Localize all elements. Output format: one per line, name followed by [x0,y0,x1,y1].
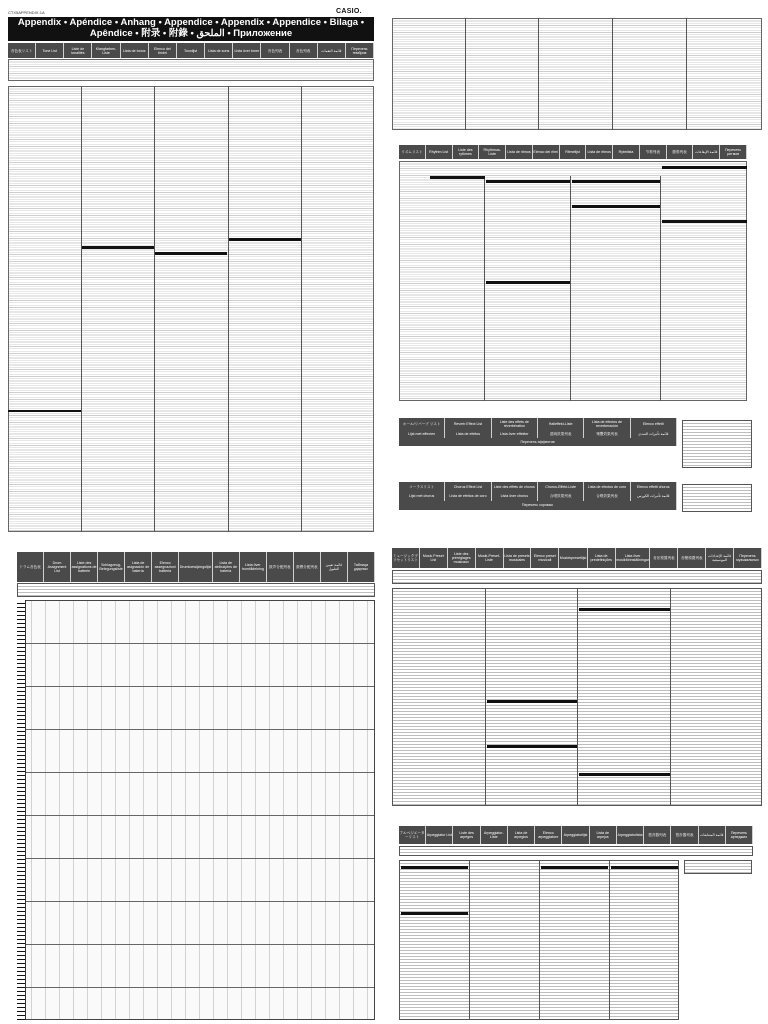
rhythm-col-divider [660,176,661,401]
drum-header-2: Liste des assignations de batterie [71,552,98,582]
tone-col-divider [686,18,687,130]
preset-header-10: 音樂預置列表 [678,548,706,568]
effect2-header-9: 合唱效果列表 [538,491,584,500]
drum-header-0: ドラム音色表 [17,552,44,582]
arpeggio-header-0: アルペジエーターリスト [399,826,426,844]
effect-list-2-header [399,482,677,510]
arpeggio-legend [399,846,753,856]
arpeggio-header-4: Lista de arpegios [508,826,535,844]
rhythm-header-1: Rhythm List [426,145,453,159]
tone-col-divider [538,18,539,130]
tone-header-7: Lista de sons [205,43,233,58]
preset-header-8: Lista över musikförinställningar [616,548,651,568]
arpeggio-header-1: Arpeggiator List [426,826,453,844]
drum-keyboard-column [17,600,26,1020]
arpeggio-col-divider [469,860,470,1020]
tone-section-bar [82,246,154,249]
drum-header-1: Drum Assignment List [44,552,71,582]
arpeggio-header-3: Arpeggiator-Liste [481,826,508,844]
drum-legend-row [17,583,375,597]
preset-header-6: Muziekpresetlijst [559,548,588,568]
arpeggio-section-bar [401,912,468,915]
drum-header-8: Lista över trumtilldelning [240,552,267,582]
drum-header-6: Drumtoewijzingslijst [179,552,213,582]
preset-col-divider [485,588,486,806]
rhythm-list-header [399,145,747,159]
rhythm-header-6: Ritmelijst [560,145,587,159]
effect1-header-8: Lista över effekter [492,430,538,438]
preset-header-3: Musik-Preset-Liste [476,548,504,568]
tone-col-divider [81,86,82,532]
effect1-header-9: 混响效果列表 [538,430,584,438]
drum-header-9: 鼓声分配列表 [267,552,294,582]
tone-header-9: 音色列表 [261,43,289,58]
effect2-header-11: قائمة تأثيرات الكورس [631,491,677,500]
music-preset-header [392,548,762,568]
casio-logo: CASIO. [336,8,362,15]
effect2-header-3: Chorus-Effekt-Liste [538,482,584,491]
tone-header-2: Liste de tonalités [64,43,92,58]
effect2-header-4: Lista de efectos de coro [584,482,630,491]
tone-list-continued [392,18,762,130]
tone-section-bar [155,252,227,255]
arpeggio-col-divider [609,860,610,1020]
effect1-header-2: Liste des effets de réverbération [492,418,538,430]
arpeggio-header [399,826,753,844]
tone-header-10: 音色列表 [290,43,318,58]
tone-legend-table [8,59,374,81]
preset-header-7: Lista de predefinições [588,548,616,568]
drum-header-11: قائمة تعيين الطبول [321,552,348,582]
rhythm-section-bar [430,176,485,179]
tone-header-5: Elenco dei timbri [149,43,177,58]
page-title-line2: Apêndice • 附录 • 附錄 • الملحق • Приложение [89,28,293,39]
effect-list-2-table [682,484,752,512]
drum-header-5: Elenco assegnazioni batteria [152,552,179,582]
arpeggio-header-5: Elenco arpeggiatore [535,826,562,844]
rhythm-header-2: Liste des rythmes [453,145,480,159]
preset-header-2: Liste des préréglages musicaux [448,548,476,568]
arpeggio-header-11: قائمة المتتابعات [699,826,726,844]
arpeggio-header-6: Arpeggiatorlijst [562,826,589,844]
preset-section-bar [579,773,670,776]
arpeggio-table-tail [684,860,752,874]
tone-list-table [8,86,374,532]
page-title-line1: Appendix • Apéndice • Anhang • Appendice • Appendix • Appendice • Bilaga • [17,17,365,28]
tone-header-6: Toonlijst [177,43,205,58]
title-banner [8,17,374,41]
effect1-header-12: Перечень эффектов [399,438,677,446]
preset-header-11: قائمة الإعدادات الموسيقية [706,548,734,568]
preset-header-9: 音乐预置列表 [650,548,678,568]
arpeggio-header-12: Перечень арпеджио [726,826,753,844]
preset-col-divider [670,588,671,806]
tone-header-11: قائمة النغمات [318,43,346,58]
rhythm-section-bar [572,180,660,183]
arpeggio-section-bar [611,866,678,869]
arpeggio-header-9: 琶音器列表 [644,826,671,844]
effect2-header-0: コーラスリスト [399,482,445,491]
tone-header-1: Tone List [36,43,64,58]
effect1-header-11: قائمة تأثيرات الصدى [631,430,677,438]
effect2-header-5: Elenco effetti chorus [631,482,677,491]
preset-section-bar [579,608,670,611]
rhythm-header-8: Rytmlista [613,145,640,159]
effect1-header-0: ホール/リバーブ リスト [399,418,445,430]
tone-section-bar [8,410,81,412]
tone-col-divider [228,86,229,532]
arpeggio-header-10: 琶音器列表 [671,826,698,844]
effect2-header-12: Перечень хоровых [399,501,677,510]
tone-col-divider [154,86,155,532]
drum-header-10: 鼓聲分配列表 [294,552,321,582]
effect1-header-10: 殘響效果列表 [584,430,630,438]
rhythm-col-divider [484,176,485,401]
tone-col-divider [465,18,466,130]
effect1-header-7: Lista de efeitos [445,430,491,438]
effect2-header-8: Lista över chorus [492,491,538,500]
arpeggio-header-7: Lista de arpejos [590,826,617,844]
preset-header-1: Music Preset List [420,548,448,568]
doc-code: CTX5APPENDIX-1A [8,10,45,15]
rhythm-header-12: Перечень ритмов [720,145,747,159]
drum-header-4: Lista de asignación de batería [125,552,152,582]
preset-col-divider [577,588,578,806]
arpeggio-section-bar [541,866,608,869]
rhythm-header-3: Rhythmus-Liste [479,145,506,159]
preset-section-bar [487,700,577,703]
preset-section-bar [487,745,577,748]
tone-header-3: Klangfarben-Liste [92,43,120,58]
drum-list-header [17,552,375,582]
effect2-header-1: Chorus Effect List [445,482,491,491]
rhythm-section-bar [662,220,747,223]
effect1-header-3: Halleffekt-Liste [538,418,584,430]
tone-list-header [8,43,374,58]
tone-section-bar [229,238,301,241]
rhythm-header-9: 节奏列表 [640,145,667,159]
effect-list-1-table [682,420,752,468]
preset-header-0: ミュージックプリセットリスト [392,548,420,568]
drum-assignment-grid [17,600,375,1020]
arpeggio-section-bar [401,866,468,869]
rhythm-section-bar [662,166,747,169]
effect-list-1-header [399,418,677,446]
tone-header-4: Lista de tonos [121,43,149,58]
rhythm-section-bar [486,180,570,183]
effect1-header-5: Elenco effetti [631,418,677,430]
rhythm-header-0: リズムリスト [399,145,426,159]
rhythm-list-table [399,161,747,401]
effect1-header-6: Lijst met effecten [399,430,445,438]
rhythm-col-divider [570,176,571,401]
drum-header-12: Таблица ударных [348,552,375,582]
tone-col-divider [301,86,302,532]
preset-header-12: Перечень музыкальных [734,548,762,568]
tone-header-8: Lista över toner [233,43,261,58]
tone-col-divider [612,18,613,130]
arpeggio-header-8: Arpeggiatorlista [617,826,644,844]
preset-header-4: Lista de presets musicales [504,548,532,568]
rhythm-header-7: Lista de ritmos [586,145,613,159]
arpeggio-header-2: Liste des arpèges [453,826,480,844]
effect1-header-1: Reverb Effect List [445,418,491,430]
drum-header-3: Schlagzeug-Belegungsliste [98,552,125,582]
drum-header-7: Lista de atribuições de bateria [213,552,240,582]
effect2-header-6: Lijst met chorus [399,491,445,500]
effect2-header-2: Liste des effets de chorus [492,482,538,491]
effect1-header-4: Lista de efectos de reverberación [584,418,630,430]
rhythm-section-bar [486,281,570,284]
rhythm-header-11: قائمة الإيقاعات [693,145,720,159]
rhythm-header-10: 節奏列表 [667,145,694,159]
rhythm-header-5: Elenco dei ritmi [533,145,560,159]
rhythm-section-bar [572,205,660,208]
arpeggio-col-divider [539,860,540,1020]
preset-header-5: Elenco preset musicali [531,548,559,568]
music-preset-legend [392,570,762,584]
rhythm-header-4: Lista de ritmos [506,145,533,159]
tone-header-0: 音色表リスト [8,43,36,58]
effect2-header-7: Lista de efeitos de coro [445,491,491,500]
tone-header-12: Перечень тембров [346,43,374,58]
effect2-header-10: 合唱效果列表 [584,491,630,500]
